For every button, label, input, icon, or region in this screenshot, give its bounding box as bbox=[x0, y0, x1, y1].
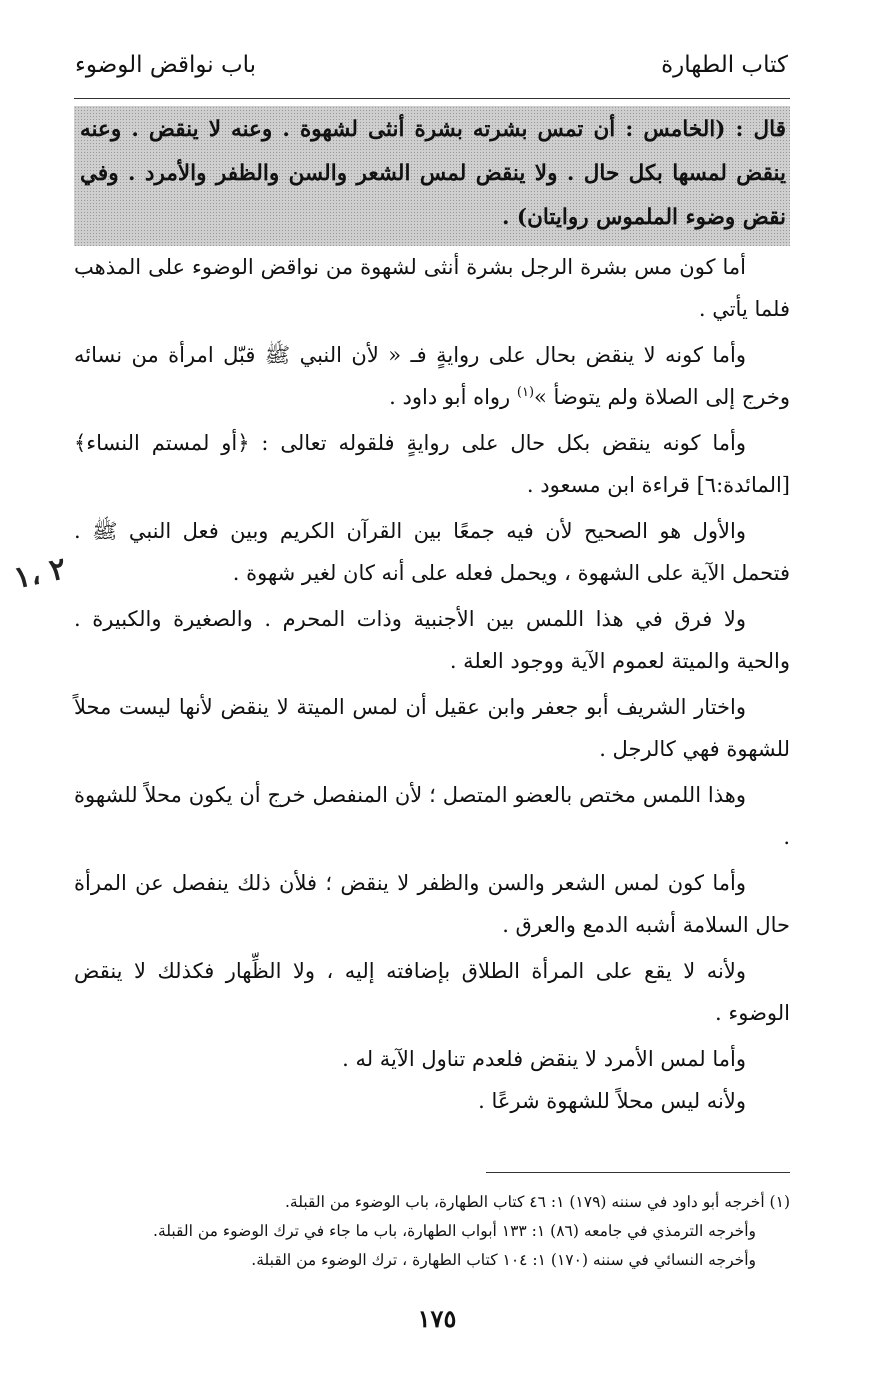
footnote-1-continuation-a: وأخرجه الترمذي في جامعه (٨٦) ١: ١٣٣ أبواب الطهارة، باب ما جاء في ترك الوضوء من القبلة. bbox=[153, 1222, 756, 1240]
matn-shaded-block: قال : (الخامس : أن تمس بشرته بشرة أنثى لشهوة . وعنه لا ينقض . وعنه ينقض لمسها بكل حال . ولا ينقض لمس الشعر والسن والظفر والأمرد . وفي نقض وضوء الملموس روايتان) . bbox=[74, 106, 790, 246]
footnote-1: (١) أخرجه أبو داود في سننه (١٧٩) ١: ٤٦ كتاب الطهارة، باب الوضوء من القبلة. bbox=[285, 1193, 790, 1211]
paragraph-5: ولا فرق في هذا اللمس بين الأجنبية وذات المحرم . والصغيرة والكبيرة . والحية والميتة لعموم الآية ووجود العلة . bbox=[74, 607, 790, 673]
footnote-divider bbox=[486, 1172, 790, 1173]
paragraph-3: وأما كونه ينقض بكل حال على روايةٍ فلقوله تعالى : ﴿أو لمستم النساء﴾ [المائدة:٦] قراءة ابن مسعود . bbox=[74, 431, 790, 497]
paragraph-4: والأول هو الصحيح لأن فيه جمعًا بين القرآن الكريم وبين فعل النبي ﷺ . فتحمل الآية على الشهوة ، ويحمل فعله على أنه كان لغير شهوة . bbox=[74, 519, 790, 585]
paragraph-10: وأما لمس الأمرد لا ينقض فلعدم تناول الآية له . bbox=[342, 1047, 746, 1071]
commentary-body bbox=[74, 246, 790, 1122]
handwritten-margin-note: ٢ ،١ bbox=[10, 550, 70, 597]
paragraph-9: ولأنه لا يقع على المرأة الطلاق بإضافته إليه ، ولا الظِّهار فكذلك لا ينقض الوضوء . bbox=[74, 959, 790, 1025]
header-divider bbox=[74, 98, 790, 99]
paragraph-2 bbox=[74, 334, 790, 418]
paragraph-1: أما كون مس بشرة الرجل بشرة أنثى لشهوة من نواقض الوضوء على المذهب فلما يأتي . bbox=[74, 255, 790, 321]
paragraph-2-tail: رواه أبو داود . bbox=[389, 385, 517, 409]
running-header-book-title: كتاب الطهارة bbox=[661, 52, 788, 78]
paragraph-7: وهذا اللمس مختص بالعضو المتصل ؛ لأن المنفصل خرج أن يكون محلاً للشهوة . bbox=[74, 783, 790, 849]
paragraph-11: ولأنه ليس محلاً للشهوة شرعًا . bbox=[478, 1089, 746, 1113]
footnote-1-continuation-b: وأخرجه النسائي في سننه (١٧٠) ١: ١٠٤ كتاب الطهارة ، ترك الوضوء من القبلة. bbox=[251, 1251, 756, 1269]
page-number: ١٧٥ bbox=[417, 1304, 457, 1333]
paragraph-8: وأما كون لمس الشعر والسن والظفر لا ينقض ؛ فلأن ذلك ينفصل عن المرأة حال السلامة أشبه الدمع والعرق . bbox=[74, 871, 790, 937]
paragraph-2-text: وأما كونه لا ينقض بحال على روايةٍ فـ « لأن النبي ﷺ قبّل امرأة من نسائه وخرج إلى الصلاة ولم يتوضأ » bbox=[74, 343, 790, 409]
footnotes bbox=[74, 1188, 790, 1275]
running-header-chapter-title: باب نواقض الوضوء bbox=[75, 52, 257, 78]
paragraph-6: واختار الشريف أبو جعفر وابن عقيل أن لمس الميتة لا ينقض لأنها ليست محلاً للشهوة فهي كالرجل . bbox=[74, 695, 790, 761]
footnote-marker: (١) bbox=[516, 385, 535, 400]
